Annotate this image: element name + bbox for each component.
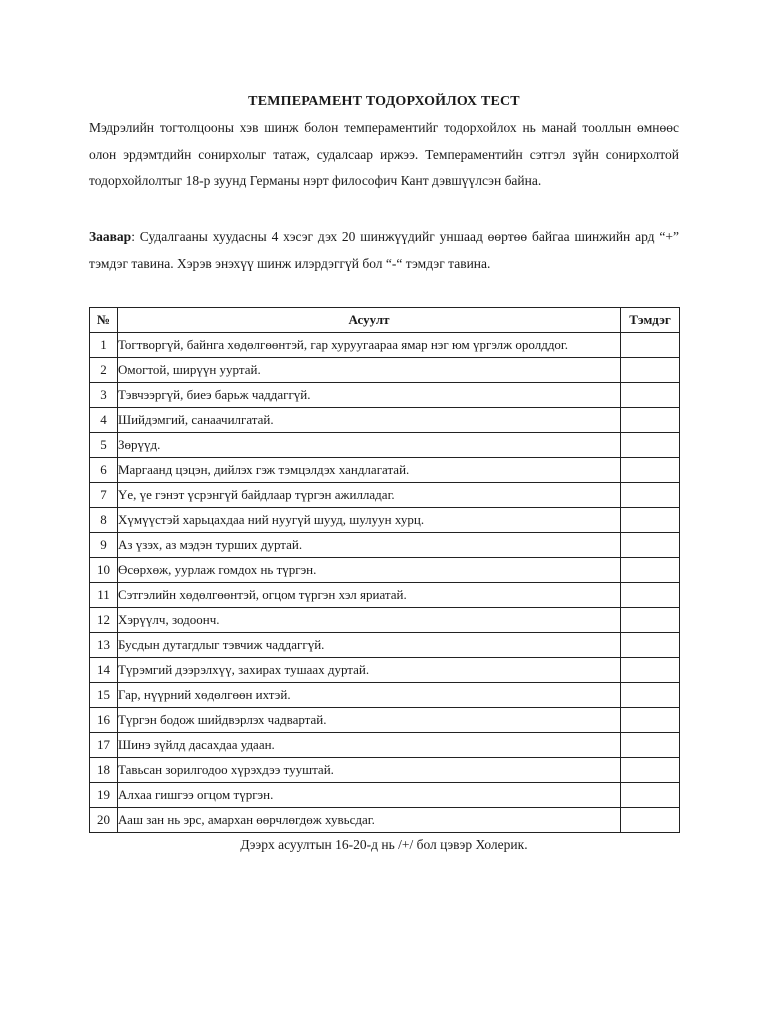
row-mark-cell[interactable] [621,683,680,708]
row-question: Гар, нүүрний хөдөлгөөн ихтэй. [117,683,620,708]
row-number: 1 [90,333,118,358]
row-number: 8 [90,508,118,533]
row-question: Бусдын дутагдлыг тэвчиж чаддаггүй. [117,633,620,658]
row-mark-cell[interactable] [621,483,680,508]
table-row [90,458,680,483]
row-number: 12 [90,608,118,633]
table-row [90,633,680,658]
row-question: Омогтой, ширүүн ууртай. [117,358,620,383]
table-header-row [90,308,680,333]
row-question: Өсөрхөж, уурлаж гомдох нь түргэн. [117,558,620,583]
table-row [90,608,680,633]
row-mark-cell[interactable] [621,733,680,758]
table-row [90,783,680,808]
row-question: Маргаанд цэцэн, дийлэх гэж тэмцэлдэх хандлагатай. [117,458,620,483]
row-question: Хүмүүстэй харьцахдаа ний нуугүй шууд, шулуун хурц. [117,508,620,533]
table-row [90,808,680,833]
row-mark-cell[interactable] [621,333,680,358]
row-question: Тогтворгүй, байнга хөдөлгөөнтэй, гар хуруугаараа ямар нэг юм үргэлж оролддог. [117,333,620,358]
header-mark: Тэмдэг [621,308,680,333]
row-number: 18 [90,758,118,783]
table-row [90,433,680,458]
footer-note: Дээрх асуултын 16-20-д нь /+/ бол цэвэр Холерик. [240,837,528,852]
row-question: Хэрүүлч, зодоонч. [117,608,620,633]
row-question: Тавьсан зорилгодоо хүрэхдээ тууштай. [117,758,620,783]
instruction-label: Заавар [89,229,132,244]
row-mark-cell[interactable] [621,708,680,733]
row-number: 16 [90,708,118,733]
row-mark-cell[interactable] [621,433,680,458]
row-question: Зөрүүд. [117,433,620,458]
row-number: 11 [90,583,118,608]
instruction-paragraph [89,224,679,277]
row-question: Үе, үе гэнэт үсрэнгүй байдлаар түргэн ажилладаг. [117,483,620,508]
row-question: Түрэмгий дээрэлхүү, захирах тушаах дуртай. [117,658,620,683]
row-mark-cell[interactable] [621,358,680,383]
row-mark-cell[interactable] [621,808,680,833]
row-question: Аз үзэх, аз мэдэн турших дуртай. [117,533,620,558]
row-number: 14 [90,658,118,683]
table-row [90,508,680,533]
row-question: Ааш зан нь эрс, амархан өөрчлөгдөж хувьсдаг. [117,808,620,833]
row-number: 13 [90,633,118,658]
row-question: Тэвчээргүй, биеэ барьж чаддаггүй. [117,383,620,408]
row-question: Түргэн бодож шийдвэрлэх чадвартай. [117,708,620,733]
test-table [89,307,680,833]
row-mark-cell[interactable] [621,408,680,433]
table-row [90,358,680,383]
row-mark-cell[interactable] [621,458,680,483]
row-number: 6 [90,458,118,483]
row-mark-cell[interactable] [621,508,680,533]
table-row [90,708,680,733]
row-number: 10 [90,558,118,583]
table-row [90,333,680,358]
row-number: 17 [90,733,118,758]
row-mark-cell[interactable] [621,633,680,658]
row-number: 2 [90,358,118,383]
row-mark-cell[interactable] [621,608,680,633]
table-row [90,658,680,683]
row-mark-cell[interactable] [621,383,680,408]
row-question: Сэтгэлийн хөдөлгөөнтэй, огцом түргэн хэл яриатай. [117,583,620,608]
row-number: 3 [90,383,118,408]
row-question: Шинэ зүйлд дасахдаа удаан. [117,733,620,758]
table-row [90,758,680,783]
instruction-text: : Судалгааны хуудасны 4 хэсэг дэх 20 шинжүүдийг уншаад өөртөө байгаа шинжийн ард “+” тэмдэг тавина. Хэрэв энэхүү шинж илэрдэггүй бол “-“ тэмдэг тавина. [89,229,679,271]
row-mark-cell[interactable] [621,533,680,558]
row-number: 20 [90,808,118,833]
row-number: 7 [90,483,118,508]
row-number: 15 [90,683,118,708]
table-row [90,533,680,558]
row-mark-cell[interactable] [621,558,680,583]
row-number: 5 [90,433,118,458]
header-question: Асуулт [117,308,620,333]
table-body [90,333,680,833]
table-row [90,683,680,708]
intro-paragraph: Мэдрэлийн тогтолцооны хэв шинж болон темпераментийг тодорхойлох нь манай тооллын өмнөөс олон эрдэмтдийн сонирхолыг татаж, судалсаар иржээ. Темпераментийн сэтгэл зүйн сонирхолтой тодорхойлолтыг 18-р зуунд Германы нэрт философич Кант дэвшүүлсэн байна. [89,120,679,188]
row-question: Шийдэмгий, санаачилгатай. [117,408,620,433]
table-row [90,483,680,508]
row-mark-cell[interactable] [621,658,680,683]
row-number: 19 [90,783,118,808]
row-mark-cell[interactable] [621,783,680,808]
table-row [90,733,680,758]
table-row [90,558,680,583]
table-row [90,408,680,433]
row-question: Алхаа гишгээ огцом түргэн. [117,783,620,808]
document-title: ТЕМПЕРАМЕНТ ТОДОРХОЙЛОХ ТЕСТ [248,94,520,109]
row-number: 9 [90,533,118,558]
table-row [90,383,680,408]
row-mark-cell[interactable] [621,758,680,783]
row-mark-cell[interactable] [621,583,680,608]
row-number: 4 [90,408,118,433]
header-number: № [90,308,118,333]
table-row [90,583,680,608]
